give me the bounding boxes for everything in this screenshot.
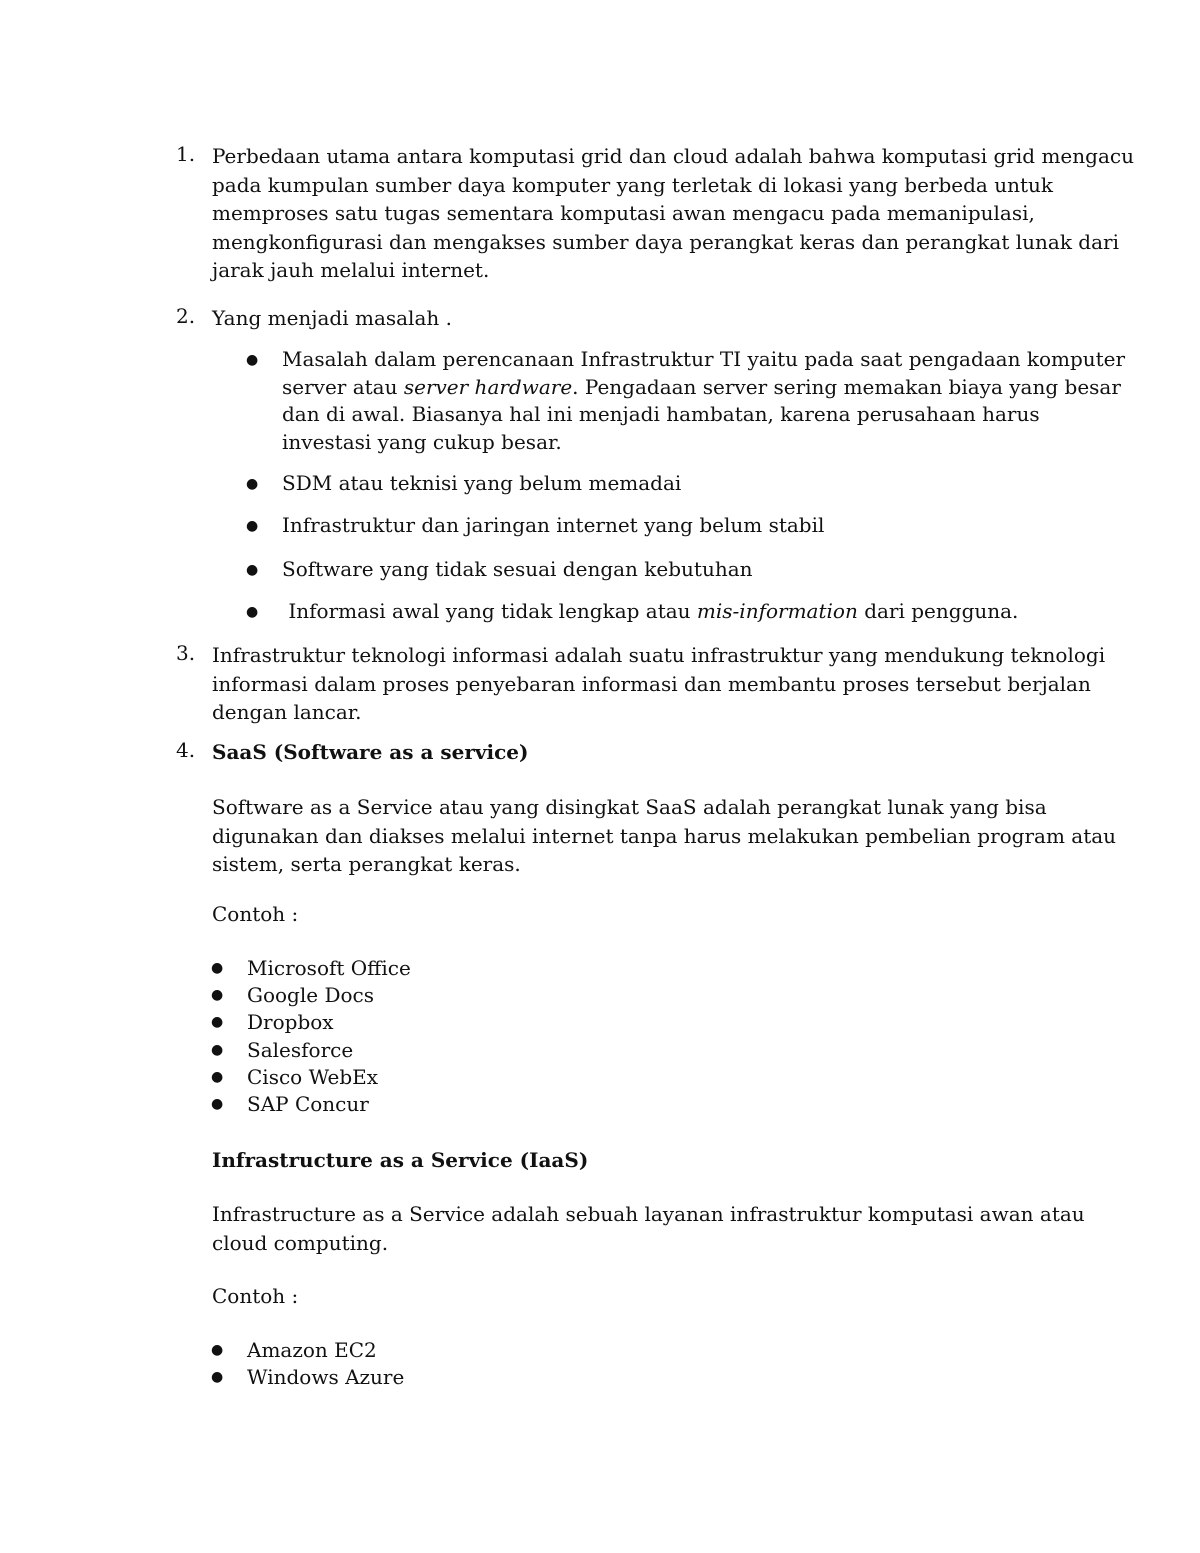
text-line: dengan lancar. <box>212 700 362 724</box>
paragraph <box>212 1200 1085 1257</box>
bullet-text <box>282 346 1126 456</box>
bullet-icon: ● <box>211 987 224 1004</box>
list-item: Microsoft Office <box>247 956 411 980</box>
contoh-label: Contoh : <box>212 902 299 926</box>
list-item: Google Docs <box>247 983 374 1008</box>
text-line: cloud computing. <box>212 1230 389 1255</box>
item-text: Yang menjadi masalah . <box>212 306 452 330</box>
text-line: dan di awal. Biasanya hal ini menjadi hambatan, karena perusahaan harus <box>282 402 1040 426</box>
list-item: Windows Azure <box>247 1365 405 1390</box>
contoh-label: Contoh : <box>212 1284 299 1308</box>
text-line: informasi dalam proses penyebaran informasi dan membantu proses tersebut berjalan <box>212 671 1091 696</box>
text-segment: . Pengadaan server sering memakan biaya yang besar <box>572 374 1121 399</box>
bullet-text: SDM atau teknisi yang belum memadai <box>282 471 682 495</box>
text-segment: Informasi awal yang tidak lengkap atau <box>282 599 697 623</box>
item-text <box>212 641 1106 727</box>
text-line: mengkonfigurasi dan mengakses sumber daya perangkat keras dan perangkat lunak dari <box>212 229 1119 254</box>
list-item: Salesforce <box>247 1037 354 1062</box>
item-text <box>212 142 1134 285</box>
text-line <box>282 374 1121 402</box>
bullet-icon: ● <box>211 1342 224 1358</box>
emphasis-text: server hardware <box>403 374 573 399</box>
example-column <box>247 955 411 1118</box>
bullet-text <box>282 598 1072 626</box>
text-line: pada kumpulan sumber daya komputer yang terletak di lokasi yang berbeda untuk <box>212 172 1053 197</box>
iaas-heading: Infrastructure as a Service (IaaS) <box>212 1148 589 1172</box>
bullet-text: Software yang tidak sesuai dengan kebutuhan <box>282 557 753 581</box>
text-line: Infrastruktur teknologi informasi adalah suatu infrastruktur yang mendukung teknologi <box>212 643 1106 667</box>
text-line: Masalah dalam perencanaan Infrastruktur TI yaitu pada saat pengadaan komputer <box>282 347 1126 371</box>
bullet-icon: ● <box>211 960 224 976</box>
bullet-text: Infrastruktur dan jaringan internet yang belum stabil <box>282 513 825 537</box>
saas-heading: SaaS (Software as a service) <box>212 740 529 764</box>
text-line: Perbedaan utama antara komputasi grid dan cloud adalah bahwa komputasi grid mengacu <box>212 144 1134 168</box>
bullet-icon: ● <box>211 1369 224 1386</box>
item-number: 4. <box>176 738 196 762</box>
bullet-icon: ● <box>246 562 259 578</box>
text-line: jarak jauh melalui internet. <box>212 258 490 282</box>
list-item: Amazon EC2 <box>247 1338 377 1362</box>
paragraph <box>212 793 1117 879</box>
bullet-icon: ● <box>246 476 259 492</box>
example-column <box>247 1337 404 1391</box>
list-item: Dropbox <box>247 1010 334 1035</box>
bullet-icon: ● <box>211 1041 224 1058</box>
bullet-icon: ● <box>211 1014 224 1031</box>
bullet-column <box>211 955 223 1118</box>
text-line: memproses satu tugas sementara komputasi awan mengacu pada memanipulasi, <box>212 201 1035 225</box>
bullet-column <box>211 1337 223 1391</box>
emphasis-text: mis-information <box>696 599 858 623</box>
bullet-icon: ● <box>246 604 259 620</box>
bullet-icon: ● <box>246 352 259 368</box>
item-number: 2. <box>176 304 196 328</box>
text-line: digunakan dan diakses melalui internet tanpa harus melakukan pembelian program atau <box>212 823 1117 848</box>
text-line: Software as a Service atau yang disingkat SaaS adalah perangkat lunak yang bisa <box>212 795 1047 819</box>
text-segment: dari pengguna. <box>857 599 1019 623</box>
list-item: Cisco WebEx <box>247 1064 379 1089</box>
text-segment: server atau <box>282 374 404 399</box>
text-line: investasi yang cukup besar. <box>282 429 562 454</box>
list-item: SAP Concur <box>247 1092 369 1117</box>
bullet-icon: ● <box>211 1096 224 1113</box>
item-number: 3. <box>176 641 196 665</box>
item-number: 1. <box>176 142 196 166</box>
bullet-icon: ● <box>246 518 259 534</box>
text-line: sistem, serta perangkat keras. <box>212 852 521 876</box>
bullet-icon: ● <box>211 1068 224 1085</box>
text-line: Infrastructure as a Service adalah sebuah layanan infrastruktur komputasi awan atau <box>212 1202 1085 1226</box>
